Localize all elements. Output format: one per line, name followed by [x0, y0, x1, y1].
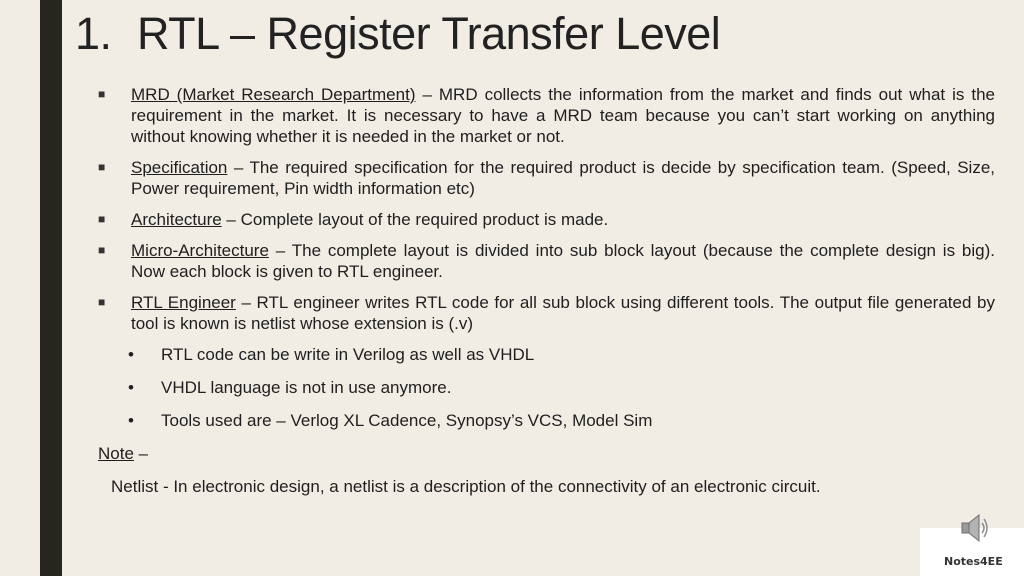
square-bullet-icon: ■ — [98, 160, 106, 174]
bullet-rtl-engineer — [98, 292, 995, 334]
square-bullet-icon: ■ — [98, 295, 106, 309]
title-number: 1. — [75, 8, 112, 59]
sub-bullet-text: Tools used are – Verlog XL Cadence, Synopsy’s VCS, Model Sim — [161, 411, 653, 430]
bullet-specification — [98, 157, 995, 199]
bullet-text — [131, 209, 995, 230]
bullet-term: Micro-Architecture — [131, 241, 269, 260]
square-bullet-icon: ■ — [98, 243, 106, 257]
bullet-text — [131, 157, 995, 199]
sub-bullet-tools — [128, 410, 995, 431]
sub-bullet-rtl-languages — [128, 344, 995, 365]
note-suffix: – — [133, 444, 149, 463]
bullet-description: – The complete layout is divided into sub block layout (because the complete design is big). Now each block is given to RTL engineer. — [131, 241, 995, 281]
slide-title — [75, 8, 720, 60]
bullet-description: – MRD collects the information from the market and finds out what is the requirement in the market. It is necessary to have a MRD team because you can’t start working on anything without knowing whether it is needed in the market or not. — [131, 85, 995, 146]
square-bullet-icon: ■ — [98, 87, 106, 101]
bullet-architecture — [98, 209, 995, 230]
dot-bullet-icon: • — [128, 378, 134, 397]
speaker-icon[interactable] — [960, 512, 990, 544]
bullet-term: MRD (Market Research Department) — [131, 85, 416, 104]
bullet-term: RTL Engineer — [131, 293, 236, 312]
title-text: RTL – Register Transfer Level — [137, 8, 721, 59]
bullet-text — [131, 84, 995, 147]
sub-bullet-vhdl — [128, 377, 995, 398]
dot-bullet-icon: • — [128, 345, 134, 364]
bullet-text — [131, 240, 995, 282]
slide-content — [98, 84, 995, 497]
bullet-term: Architecture — [131, 210, 222, 229]
bullet-text — [131, 292, 995, 334]
note-text: Netlist - In electronic design, a netlist is a description of the connectivity of an electronic circuit. — [111, 477, 821, 496]
bullet-micro-architecture — [98, 240, 995, 282]
dot-bullet-icon: • — [128, 411, 134, 430]
bullet-term: Specification — [131, 158, 228, 177]
bullet-description: – The required specification for the required product is decide by specification team. (Speed, Size, Power requirement, Pin width information etc) — [131, 158, 995, 198]
sub-bullet-text: VHDL language is not in use anymore. — [161, 378, 452, 397]
note-heading — [98, 443, 995, 464]
note-label: Note — [98, 444, 134, 463]
sub-bullet-text: RTL code can be write in Verilog as well as VHDL — [161, 345, 535, 364]
bullet-description: – RTL engineer writes RTL code for all sub block using different tools. The output file generated by tool is known is netlist whose extension is (.v) — [131, 293, 995, 333]
bullet-mrd — [98, 84, 995, 147]
logo-text: Notes4EE — [944, 555, 1003, 568]
bullet-description: – Complete layout of the required product is made. — [221, 210, 609, 229]
square-bullet-icon: ■ — [98, 212, 106, 226]
left-accent-bar — [40, 0, 62, 576]
